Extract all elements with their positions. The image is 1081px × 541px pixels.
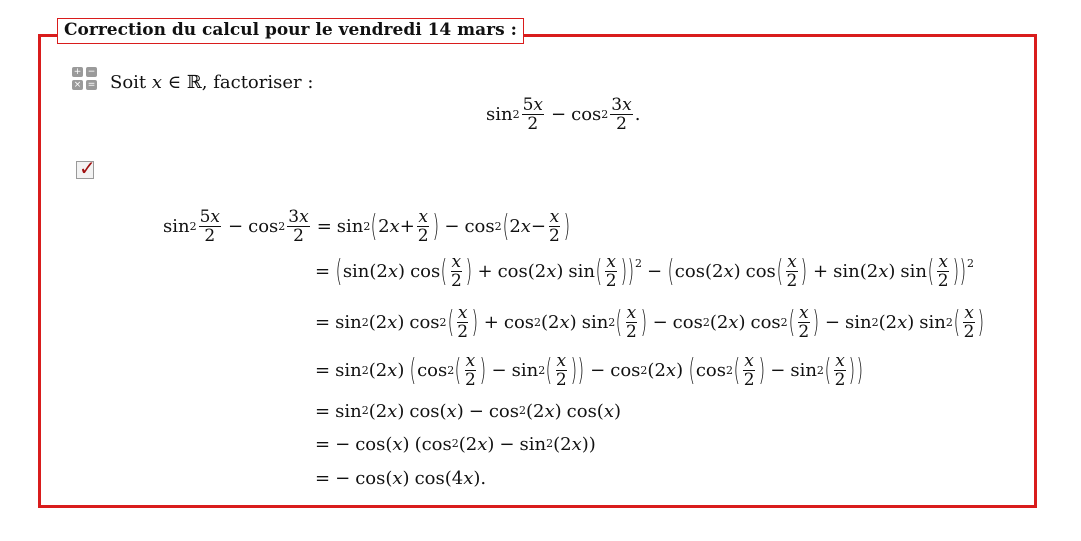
section-title: Correction du calcul pour le vendredi 14 mars :: [57, 18, 524, 44]
calculator-icon: + − × =: [73, 67, 96, 90]
exercise-statement: Soit x ∈ ℝ, factoriser :: [110, 72, 314, 93]
equation-line: sin 2 $\frac{5x}{2}$ − cos 2 $\frac{3x}{2}$ = sin 2 ( 2 x + $\frac{x}{2}$ ) − cos 2 ( 2 x − $\frac{x}{2}$ ): [163, 207, 570, 246]
equation-line: = sin 2 (2 x ) cos 2 ( $\frac{x}{2}$ ) + cos 2 (2 x ) sin 2 ( $\frac{x}{2}$ ) − cos 2 (2 x ) cos 2 ( $\frac{x}{2}$ ) − sin 2 (2 x ) sin 2 ( $\frac{x}{2}$ ): [315, 303, 985, 342]
equation-line: = sin 2 (2 x ) cos( x ) − cos 2 (2 x ) cos( x ): [315, 400, 622, 422]
equation-line: = ( sin(2 x ) cos ( $\frac{x}{2}$ ) + cos(2 x ) sin ( $\frac{x}{2}$ ) ) 2 − ( cos(2 x ) cos ( $\frac{x}{2}$ ) + sin(2 x ) sin ( $\frac{x}{2}$ ) ) 2: [315, 252, 974, 291]
equation-line: = − cos( x ) (cos 2 (2 x ) − sin 2 (2 x )): [315, 433, 596, 455]
equation-line: = − cos( x ) cos(4 x ).: [315, 467, 487, 489]
equation-line: = sin 2 (2 x ) ( cos 2 ( $\frac{x}{2}$ ) − sin 2 ( $\frac{x}{2}$ ) ) − cos 2 (2 x ) ( cos 2 ( $\frac{x}{2}$ ) − sin 2 ( $\frac{x}{2}$ ) ): [315, 351, 864, 390]
statement-expression: sin 2 $\frac{5x}{2}$ − cos 2 $\frac{3x}{2}$ .: [486, 95, 641, 134]
check-icon: ✓: [76, 161, 94, 179]
